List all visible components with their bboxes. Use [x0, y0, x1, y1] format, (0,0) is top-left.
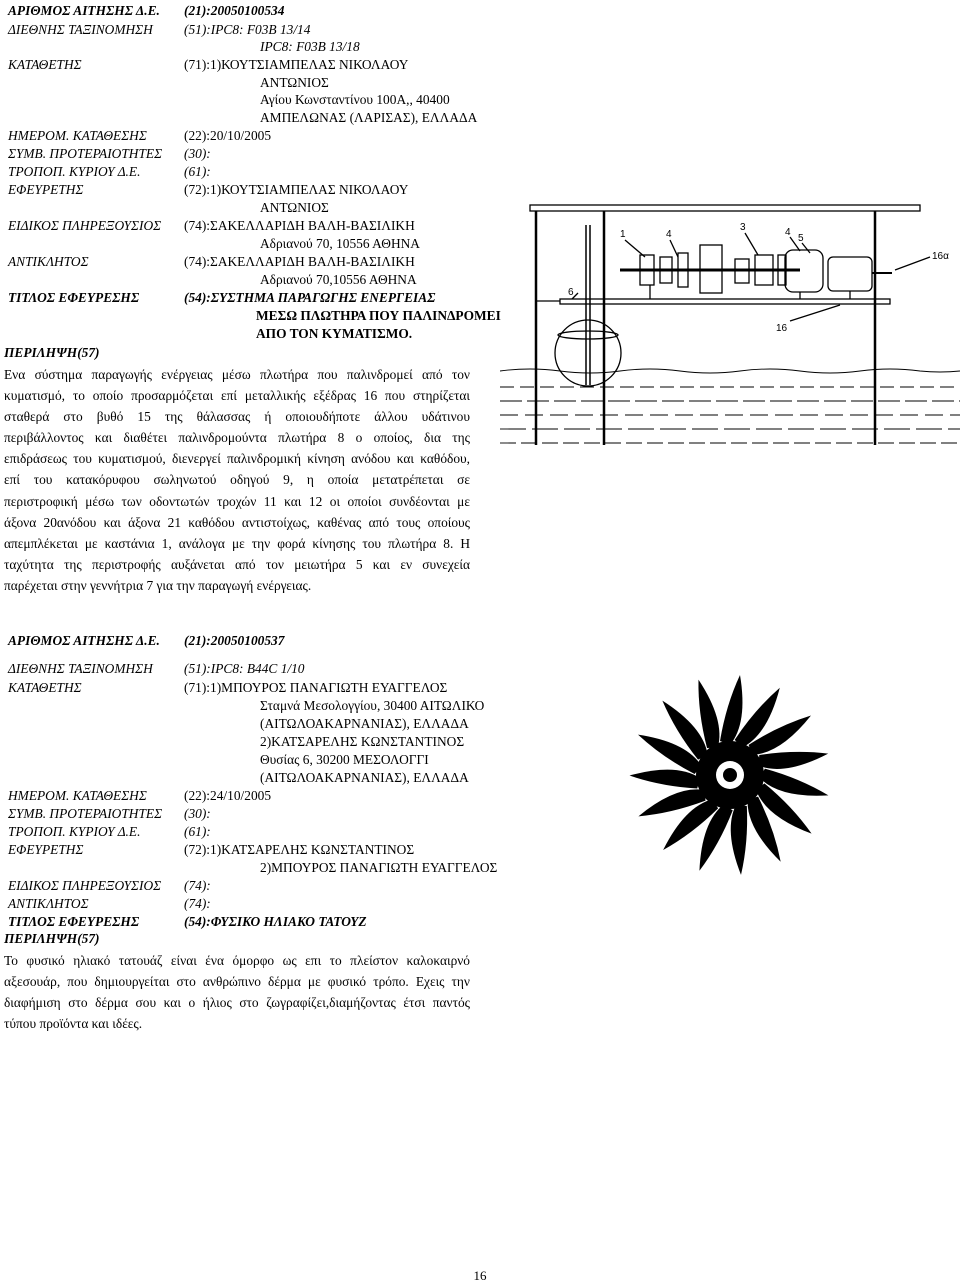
application-number-value: (21):20050100534: [184, 3, 285, 18]
abstract-line: αξεσουάρ, που δημιουργείται στο ανθρώπινο δέρμα με φυσικό τρόπο. Εχεις την: [4, 974, 470, 990]
abstract-line: επιδράσεως του κυματισμού, διενεργεί παλινδρομική κίνηση ανόδου και καθόδου,: [4, 451, 470, 467]
field-value: (22):20/10/2005: [184, 128, 272, 143]
field-label: ΑΝΤΙΚΛΗΤΟΣ: [8, 254, 89, 269]
field-label: ΕΦΕΥΡΕΤΗΣ: [8, 842, 84, 857]
figure-label: 16α: [932, 251, 949, 262]
figure-label: 5: [798, 233, 804, 244]
field-value: ΑΝΤΩΝΙΟΣ: [260, 200, 329, 215]
field-value: (61):: [184, 824, 211, 839]
invention-title-label: ΤΙΤΛΟΣ ΕΦΕΥΡΕΣΗΣ: [8, 290, 140, 305]
field-value: Αδριανού 70, 10556 ΑΘΗΝΑ: [260, 236, 420, 251]
figure-label: 4: [666, 229, 672, 240]
figure-label: 3: [740, 222, 746, 233]
field-label: ΤΡΟΠΟΠ. ΚΥΡΙΟΥ Δ.Ε.: [8, 164, 141, 179]
field-value: Αδριανού 70,10556 ΑΘΗΝΑ: [260, 272, 417, 287]
abstract-title: ΠΕΡΙΛΗΨΗ(57): [4, 345, 100, 360]
page-number: 16: [473, 1268, 487, 1283]
abstract-title: ΠΕΡΙΛΗΨΗ(57): [4, 931, 100, 946]
abstract-line: Το φυσικό ηλιακό τατουάζ είναι ένα όμορφο ως επι το πλείστον καλοκαιρνό: [4, 953, 470, 968]
field-value: (22):24/10/2005: [184, 788, 272, 803]
field-value: (74):: [184, 878, 211, 893]
invention-title-value: (54):ΣΥΣΤΗΜΑ ΠΑΡΑΓΩΓΗΣ ΕΝΕΡΓΕΙΑΣ: [184, 290, 436, 305]
abstract-line: τύπου προϊόντα και ιδέες.: [4, 1016, 143, 1032]
field-value: (ΑΙΤΩΛΟΑΚΑΡΝΑΝΙΑΣ), ΕΛΛΑΔΑ: [260, 716, 469, 731]
field-value: Σταμνά Μεσολογγίου, 30400 ΑΙΤΩΛΙΚΟ: [260, 698, 485, 713]
abstract-line: απεμπλέκεται με καστάνια 1, ανάλογα με την φορά κίνησης του πλωτήρα 8. Η: [4, 535, 470, 551]
field-value: (ΑΙΤΩΛΟΑΚΑΡΝΑΝΙΑΣ), ΕΛΛΑΔΑ: [260, 770, 469, 785]
field-value: (72):1)ΚΑΤΣΑΡΕΛΗΣ ΚΩΝΣΤΑΝΤΙΝΟΣ: [184, 842, 415, 857]
field-value: (30):: [184, 146, 211, 161]
field-value: (61):: [184, 164, 211, 179]
abstract-text: [4, 364, 470, 596]
figure-label: 6: [568, 287, 574, 298]
field-label: ΕΙΔΙΚΟΣ ΠΛΗΡΕΞΟΥΣΙΟΣ: [8, 218, 162, 233]
field-value: 2)ΚΑΤΣΑΡΕΛΗΣ ΚΩΝΣΤΑΝΤΙΝΟΣ: [260, 734, 465, 749]
field-label: ΕΙΔΙΚΟΣ ΠΛΗΡΕΞΟΥΣΙΟΣ: [8, 878, 162, 893]
field-label: ΣΥΜΒ. ΠΡΟΤΕΡΑΙΟΤΗΤΕΣ: [8, 806, 163, 821]
abstract-line: ταχύτητα της περιστροφής αυξάνεται από τον μειωτήρα 5 και εν συνεχεία: [4, 556, 470, 572]
field-label: ΕΦΕΥΡΕΤΗΣ: [8, 182, 84, 197]
field-label: ΤΡΟΠΟΠ. ΚΥΡΙΟΥ Δ.Ε.: [8, 824, 141, 839]
invention-title-cont: ΜΕΣΩ ΠΛΩΤΗΡΑ ΠΟΥ ΠΑΛΙΝΔΡΟΜΕΙ: [256, 308, 501, 323]
application-number-value: (21):20050100537: [184, 633, 285, 648]
abstract-line: διαφήμιση στο δέρμα σου και ο ήλιος στο ζωγραφίζει,διαμήζοντας έτσι παντός: [4, 995, 470, 1011]
field-label: ΑΝΤΙΚΛΗΤΟΣ: [8, 896, 89, 911]
abstract-line: επί του κατακόρυφου σωληνωτού οδηγού 9, η οποία μετατρέπεται σε: [4, 472, 470, 488]
field-value: ΑΝΤΩΝΙΟΣ: [260, 75, 329, 90]
field-value: (71):1)ΜΠΟΥΡΟΣ ΠΑΝΑΓΙΩΤΗ ΕΥΑΓΓΕΛΟΣ: [184, 680, 448, 695]
field-value: (71):1)ΚΟΥΤΣΙΑΜΠΕΛΑΣ ΝΙΚΟΛΑΟΥ: [184, 57, 409, 72]
application-number-label: ΑΡΙΘΜΟΣ ΑΙΤΗΣΗΣ Δ.Ε.: [8, 3, 160, 18]
field-label: ΗΜΕΡΟΜ. ΚΑΤΑΘΕΣΗΣ: [8, 128, 147, 143]
field-label: ΔΙΕΘΝΗΣ ΤΑΞΙΝΟΜΗΣΗ: [8, 661, 153, 676]
abstract-line: κυματισμό, το οποίο προσαρμόζεται επί μεταλλικής εξέδρας 16 που στηρίζεται: [4, 388, 470, 404]
field-label: ΔΙΕΘΝΗΣ ΤΑΞΙΝΟΜΗΣΗ: [8, 22, 153, 37]
figure-label: 16: [776, 323, 788, 334]
invention-title-value: (54):ΦΥΣΙΚΟ ΗΛΙΑΚΟ ΤΑΤΟΥΖ: [184, 914, 367, 929]
figure-label: 4: [785, 227, 791, 238]
field-value: (72):1)ΚΟΥΤΣΙΑΜΠΕΛΑΣ ΝΙΚΟΛΑΟΥ: [184, 182, 409, 197]
invention-title-label: ΤΙΤΛΟΣ ΕΦΕΥΡΕΣΗΣ: [8, 914, 140, 929]
abstract-line: περιστροφική μέσω των οδοντωτών τροχών 11 και 12 οι οποίοι συνδέονται με: [4, 493, 470, 509]
field-value: (74):: [184, 896, 211, 911]
field-label: ΚΑΤΑΘΕΤΗΣ: [8, 680, 82, 695]
figure-label: 1: [620, 229, 626, 240]
invention-title-cont: ΑΠΟ ΤΟΝ ΚΥΜΑΤΙΣΜΟ.: [256, 326, 413, 341]
abstract-line: παρέχεται στην γεννήτρια 7 για την παραγωγή ενέργειας.: [4, 577, 312, 593]
field-value: Αγίου Κωνσταντίνου 100Α,, 40400: [260, 92, 450, 107]
field-value: 2)ΜΠΟΥΡΟΣ ΠΑΝΑΓΙΩΤΗ ΕΥΑΓΓΕΛΟΣ: [260, 860, 498, 875]
field-value: (30):: [184, 806, 211, 821]
field-value: (74):ΣΑΚΕΛΛΑΡΙΔΗ ΒΑΛΗ-ΒΑΣΙΛΙΚΗ: [184, 218, 415, 233]
wave-energy-drawing: [500, 195, 960, 465]
field-label: ΗΜΕΡΟΜ. ΚΑΤΑΘΕΣΗΣ: [8, 788, 147, 803]
abstract-text: [4, 950, 470, 1034]
field-value: IPC8: F03B 13/18: [260, 39, 360, 54]
abstract-line: Ενα σύστημα παραγωγής ενέργειας μέσω πλωτήρα που παλινδρομεί από τον: [4, 367, 470, 382]
field-value: (51):IPC8: B44C 1/10: [184, 661, 305, 676]
abstract-line: σταθερά στο βυθό 15 της θάλασσας ή οποιουδήποτε άλλου υδάτινου: [4, 409, 470, 425]
field-label: ΣΥΜΒ. ΠΡΟΤΕΡΑΙΟΤΗΤΕΣ: [8, 146, 163, 161]
field-value: ΑΜΠΕΛΩΝΑΣ (ΛΑΡΙΣΑΣ), ΕΛΛΑΔΑ: [260, 110, 478, 125]
field-value: (74):ΣΑΚΕΛΛΑΡΙΔΗ ΒΑΛΗ-ΒΑΣΙΛΙΚΗ: [184, 254, 415, 269]
abstract-line: περιβάλλοντος και διαθέτει παλινδρομούντα πλωτήρα 8 ο οποίος, δια της: [4, 430, 470, 446]
abstract-line: άξονα 20ανόδου και άξονα 21 καθόδου αντιστοίχως, καθένας από τους οποίους: [4, 514, 470, 530]
field-value: Θυσίας 6, 30200 ΜΕΣΟΛΟΓΓΙ: [260, 752, 429, 767]
application-number-label: ΑΡΙΘΜΟΣ ΑΙΤΗΣΗΣ Δ.Ε.: [8, 633, 160, 648]
field-label: ΚΑΤΑΘΕΤΗΣ: [8, 57, 82, 72]
field-value: (51):IPC8: F03B 13/14: [184, 22, 311, 37]
sun-tattoo-drawing: [620, 660, 840, 890]
